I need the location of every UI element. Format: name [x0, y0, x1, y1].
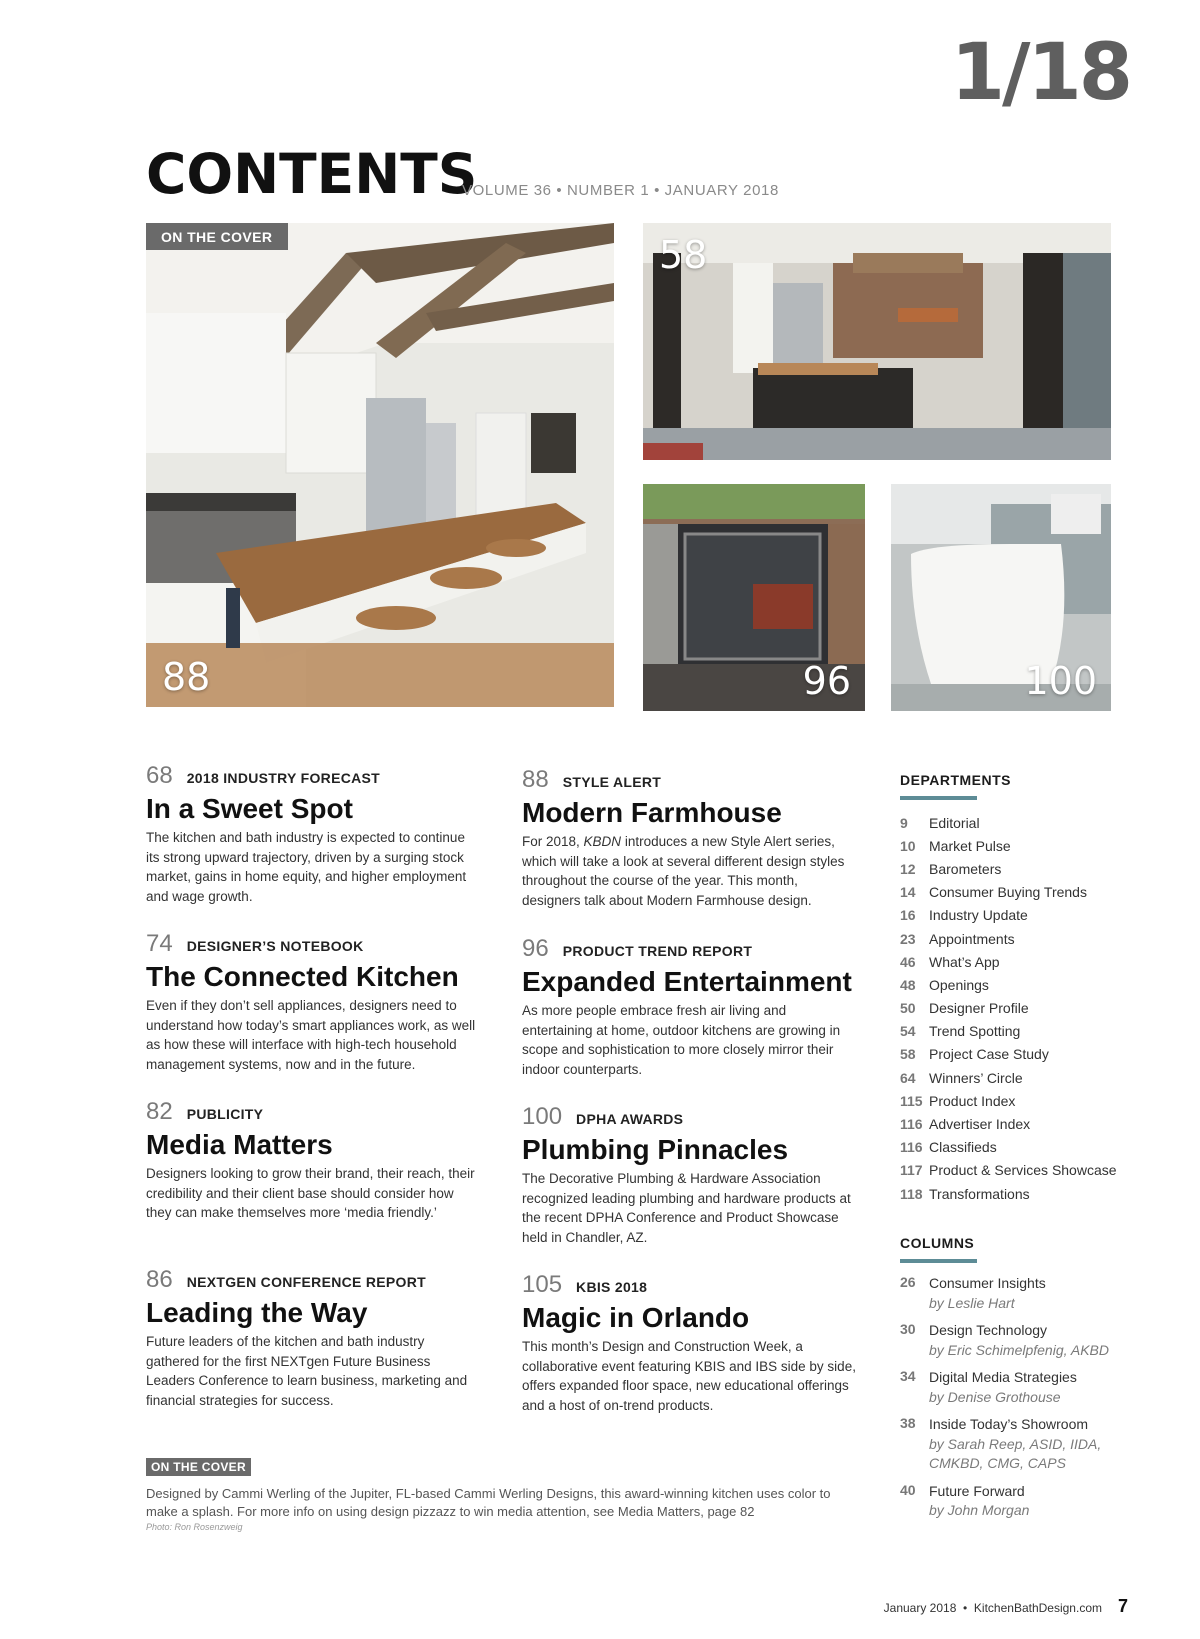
department-item[interactable]	[900, 1112, 1140, 1135]
department-label: Classifieds	[929, 1139, 997, 1156]
column-page: 38	[900, 1415, 916, 1431]
article-kicker: 2018 INDUSTRY FORECAST	[186, 770, 381, 786]
kitchen-photo-illustration	[643, 223, 1111, 460]
column-byline: by Eric Schimelpfenig, AKBD	[929, 1341, 1109, 1358]
article-summary-rest: introduces a new Style Alert series, which will take a look at several different design styles throughout the course of the year. This month, designers talk about Modern Farmhouse design.	[522, 834, 845, 908]
department-page: 64	[900, 1069, 916, 1086]
department-label: Transformations	[929, 1185, 1030, 1202]
department-item[interactable]	[900, 950, 1140, 973]
department-label: Editorial	[929, 814, 980, 831]
article-100[interactable]	[522, 1103, 857, 1247]
department-item[interactable]	[900, 1159, 1140, 1182]
columns-rule	[900, 1259, 977, 1263]
photo-page-number: 88	[162, 655, 211, 699]
department-item[interactable]	[900, 904, 1140, 927]
cover-tag: ON THE COVER	[146, 223, 288, 250]
department-item[interactable]	[900, 857, 1140, 880]
department-item[interactable]	[900, 973, 1140, 996]
department-label: Openings	[929, 976, 989, 993]
article-page-number: 74	[146, 930, 173, 957]
article-page-number: 105	[522, 1271, 563, 1298]
department-label: Designer Profile	[929, 1000, 1029, 1017]
column-page: 40	[900, 1481, 916, 1498]
department-item[interactable]	[900, 811, 1140, 834]
article-title[interactable]: In a Sweet Spot	[146, 793, 353, 824]
article-page-number: 82	[146, 1098, 173, 1125]
page-footer	[884, 1596, 1128, 1617]
article-kicker: NEXTGEN CONFERENCE REPORT	[186, 1274, 427, 1290]
department-item[interactable]	[900, 881, 1140, 904]
columns-list	[900, 1274, 1140, 1529]
column-item[interactable]	[900, 1482, 1140, 1521]
article-summary: Even if they don’t sell appliances, designers need to understand how today’s smart appliances work, as well as how these will interface with high-tech household management systems, now and in the future.	[146, 998, 476, 1072]
column-item[interactable]	[900, 1321, 1140, 1360]
department-page: 16	[900, 907, 916, 924]
department-page: 117	[900, 1162, 923, 1179]
issue-number: 1/18	[950, 28, 1130, 118]
outdoor-kitchen-photo[interactable]	[643, 484, 865, 711]
article-title[interactable]: Expanded Entertainment	[522, 966, 852, 997]
article-summary: Designers looking to grow their brand, their reach, their credibility and their client base should consider how they can make themselves more ‘media friendly.’	[146, 1166, 475, 1220]
department-label: Market Pulse	[929, 837, 1011, 854]
article-title[interactable]: Leading the Way	[146, 1297, 368, 1328]
bathtub-photo[interactable]	[891, 484, 1111, 711]
department-item[interactable]	[900, 1066, 1140, 1089]
article-summary: The Decorative Plumbing & Hardware Association recognized leading plumbing and hardware products at the recent DPHA Conference and Product Showcase held in Chandler, AZ.	[522, 1171, 851, 1245]
columns-heading: COLUMNS	[900, 1235, 975, 1251]
departments-rule	[900, 796, 977, 800]
article-kicker: KBIS 2018	[576, 1279, 648, 1295]
article-summary: Future leaders of the kitchen and bath industry gathered for the first NEXTgen Future Business Leaders Conference to learn business, marketing and financial strategies for success.	[146, 1334, 468, 1408]
article-kicker: PUBLICITY	[186, 1106, 264, 1122]
photo-page-number: 96	[802, 659, 851, 703]
column-page: 34	[900, 1368, 916, 1384]
column-label: Consumer Insights	[929, 1275, 1046, 1291]
department-item[interactable]	[900, 927, 1140, 950]
department-label: Barometers	[929, 860, 1002, 877]
article-page-number: 96	[522, 935, 549, 962]
department-page: 118	[900, 1185, 923, 1202]
article-kicker: DPHA AWARDS	[576, 1111, 684, 1127]
article-title[interactable]: Plumbing Pinnacles	[522, 1134, 789, 1165]
article-title[interactable]: The Connected Kitchen	[146, 961, 459, 992]
footer-text: January 2018 • KitchenBathDesign.com	[883, 1601, 1102, 1615]
department-label: Project Case Study	[929, 1046, 1049, 1063]
department-item[interactable]	[900, 1020, 1140, 1043]
cover-note-tag: ON THE COVER	[146, 1458, 251, 1476]
page-title: CONTENTS	[146, 142, 478, 206]
article-page-number: 68	[146, 762, 173, 789]
department-label: Appointments	[929, 930, 1015, 947]
article-kicker: DESIGNER’S NOTEBOOK	[186, 938, 364, 954]
article-summary: This month’s Design and Construction Week, a collaborative event featuring KBIS and IBS side by side, offers expanded floor space, new educational offerings and a host of on-trend products.	[522, 1339, 856, 1413]
volume-line: VOLUME 36 • NUMBER 1 • JANUARY 2018	[462, 182, 779, 199]
column-label: Digital Media Strategies	[929, 1369, 1077, 1385]
department-item[interactable]	[900, 1089, 1140, 1112]
photo-credit: Photo: Ron Rosenzweig	[146, 1522, 243, 1532]
department-page: 116	[900, 1116, 923, 1133]
department-page: 14	[900, 884, 916, 901]
department-label: Product & Services Showcase	[929, 1162, 1117, 1179]
department-page: 54	[900, 1023, 916, 1040]
article-page-number: 100	[522, 1103, 563, 1130]
page-number: 7	[1117, 1596, 1128, 1616]
publication-name: KBDN	[583, 834, 622, 849]
column-byline: by Denise Grothouse	[929, 1388, 1061, 1405]
article-summary	[522, 832, 857, 910]
department-label: What’s App	[929, 953, 1000, 970]
department-label: Trend Spotting	[929, 1023, 1021, 1040]
column-item[interactable]	[900, 1415, 1140, 1474]
article-88[interactable]	[522, 766, 857, 910]
department-item[interactable]	[900, 1182, 1140, 1205]
article-summary: The kitchen and bath industry is expected to continue its strong upward trajectory, driven by a surging stock market, gains in home equity, and higher employment and wage growth.	[146, 830, 467, 904]
column-label: Inside Today’s Showroom	[929, 1416, 1089, 1432]
article-kicker: PRODUCT TREND REPORT	[562, 943, 753, 959]
column-label: Design Technology	[929, 1322, 1048, 1338]
article-74[interactable]	[146, 930, 481, 1074]
photo-page-number: 100	[1024, 659, 1097, 703]
column-label: Future Forward	[929, 1482, 1025, 1499]
department-page: 10	[900, 837, 916, 854]
department-label: Product Index	[929, 1092, 1016, 1109]
department-page: 12	[900, 860, 916, 877]
department-page: 23	[900, 930, 916, 947]
project-photo[interactable]	[643, 223, 1111, 460]
department-page: 58	[900, 1046, 916, 1063]
cover-note-text: Designed by Cammi Werling of the Jupiter, FL-based Cammi Werling Designs, this award-winning kitchen uses color to make a splash. For more info on using design pizzazz to win media attention, see Media Matters, page 82	[146, 1486, 831, 1519]
article-page-number: 86	[146, 1266, 173, 1293]
column-page: 26	[900, 1274, 916, 1290]
article-title[interactable]: Magic in Orlando	[522, 1302, 750, 1333]
department-label: Advertiser Index	[929, 1116, 1031, 1133]
photo-page-number: 58	[659, 233, 708, 277]
article-page-number: 88	[522, 766, 549, 793]
article-96[interactable]	[522, 935, 857, 1079]
department-page: 48	[900, 976, 916, 993]
article-title[interactable]: Modern Farmhouse	[522, 797, 782, 828]
department-page: 50	[900, 1000, 916, 1017]
department-page: 46	[900, 953, 916, 970]
article-summary-lead: For 2018,	[522, 834, 584, 849]
department-label: Consumer Buying Trends	[929, 884, 1087, 901]
department-label: Winners’ Circle	[929, 1069, 1023, 1086]
article-title[interactable]: Media Matters	[146, 1129, 333, 1160]
column-byline: by John Morgan	[929, 1502, 1030, 1518]
departments-heading: DEPARTMENTS	[900, 772, 1012, 788]
article-kicker: STYLE ALERT	[562, 774, 662, 790]
department-item[interactable]	[900, 1043, 1140, 1066]
column-item[interactable]	[900, 1274, 1140, 1313]
kitchen-photo-illustration	[146, 223, 614, 707]
department-page: 9	[900, 814, 908, 831]
column-page: 30	[900, 1321, 916, 1337]
article-105[interactable]	[522, 1271, 857, 1415]
column-item[interactable]	[900, 1368, 1140, 1407]
column-byline: by Sarah Reep, ASID, IIDA, CMKBD, CMG, CAPS	[929, 1435, 1102, 1471]
department-label: Industry Update	[929, 907, 1028, 924]
departments-list	[900, 811, 1140, 1205]
article-82[interactable]	[146, 1098, 481, 1223]
department-item[interactable]	[900, 1136, 1140, 1159]
department-item[interactable]	[900, 834, 1140, 857]
cover-photo[interactable]	[146, 223, 614, 707]
article-68[interactable]	[146, 762, 481, 906]
department-page: 116	[900, 1139, 923, 1156]
department-item[interactable]	[900, 997, 1140, 1020]
department-page: 115	[900, 1092, 923, 1109]
article-summary: As more people embrace fresh air living and entertaining at home, outdoor kitchens are growing in scope and sophistication to more closely mirror their indoor counterparts.	[522, 1003, 841, 1077]
article-86[interactable]	[146, 1266, 481, 1410]
column-byline: by Leslie Hart	[929, 1294, 1015, 1311]
